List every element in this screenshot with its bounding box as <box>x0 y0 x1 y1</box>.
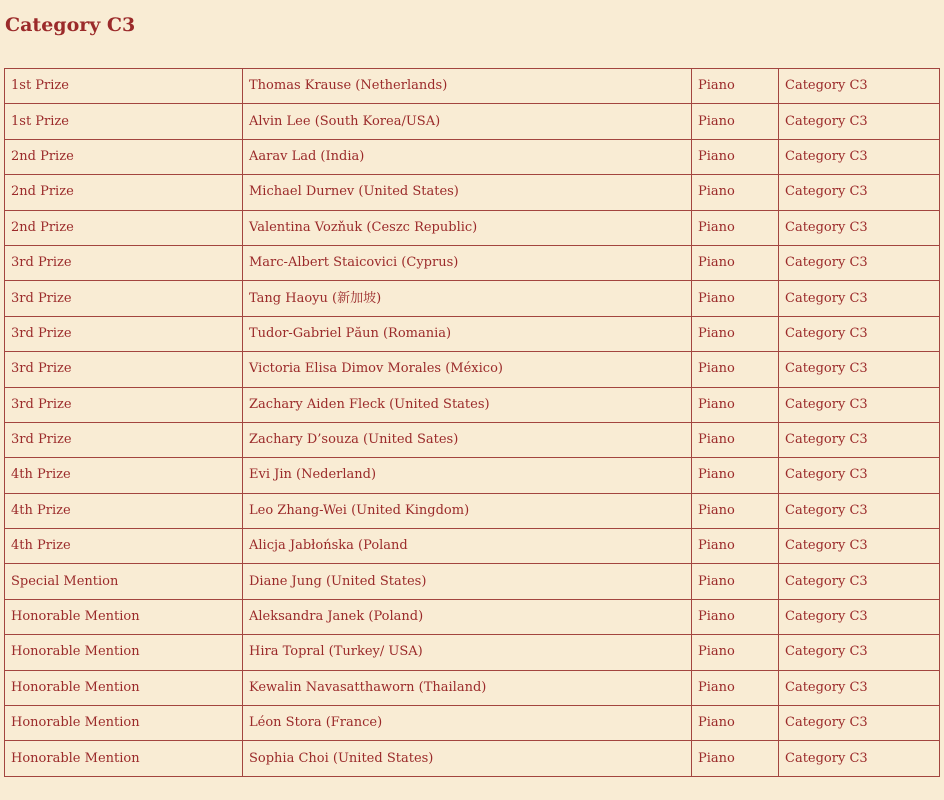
category-cell: Category C3 <box>779 529 940 564</box>
prize-cell: 2nd Prize <box>5 210 243 245</box>
table-row <box>5 741 940 776</box>
participant-name-cell: Victoria Elisa Dimov Morales (México) <box>243 352 692 387</box>
category-cell: Category C3 <box>779 316 940 351</box>
participant-name-cell: Leo Zhang-Wei (United Kingdom) <box>243 493 692 528</box>
participant-name-cell: Alicja Jabłońska (Poland <box>243 529 692 564</box>
instrument-cell: Piano <box>692 599 779 634</box>
participant-name-cell: Evi Jin (Nederland) <box>243 458 692 493</box>
prize-cell: Honorable Mention <box>5 706 243 741</box>
category-cell: Category C3 <box>779 175 940 210</box>
table-row <box>5 387 940 422</box>
participant-name-cell: Michael Durnev (United States) <box>243 175 692 210</box>
prize-cell: Honorable Mention <box>5 670 243 705</box>
table-row <box>5 458 940 493</box>
participant-name-cell: Diane Jung (United States) <box>243 564 692 599</box>
prize-cell: 3rd Prize <box>5 387 243 422</box>
table-row <box>5 706 940 741</box>
instrument-cell: Piano <box>692 422 779 457</box>
table-row <box>5 529 940 564</box>
category-cell: Category C3 <box>779 706 940 741</box>
instrument-cell: Piano <box>692 139 779 174</box>
instrument-cell: Piano <box>692 175 779 210</box>
instrument-cell: Piano <box>692 352 779 387</box>
prize-cell: 4th Prize <box>5 458 243 493</box>
prize-cell: 3rd Prize <box>5 316 243 351</box>
participant-name-cell: Léon Stora (France) <box>243 706 692 741</box>
prize-cell: 3rd Prize <box>5 422 243 457</box>
participant-name-cell: Tang Haoyu (新加坡) <box>243 281 692 316</box>
instrument-cell: Piano <box>692 564 779 599</box>
prize-cell: 3rd Prize <box>5 281 243 316</box>
table-row <box>5 175 940 210</box>
prize-cell: 3rd Prize <box>5 245 243 280</box>
instrument-cell: Piano <box>692 458 779 493</box>
instrument-cell: Piano <box>692 529 779 564</box>
table-row <box>5 281 940 316</box>
table-row <box>5 104 940 139</box>
instrument-cell: Piano <box>692 245 779 280</box>
page-title: Category C3 <box>5 14 136 36</box>
instrument-cell: Piano <box>692 493 779 528</box>
results-table-body <box>5 69 940 777</box>
instrument-cell: Piano <box>692 706 779 741</box>
table-row <box>5 316 940 351</box>
category-cell: Category C3 <box>779 139 940 174</box>
instrument-cell: Piano <box>692 741 779 776</box>
prize-cell: 3rd Prize <box>5 352 243 387</box>
table-row <box>5 210 940 245</box>
participant-name-cell: Alvin Lee (South Korea/USA) <box>243 104 692 139</box>
instrument-cell: Piano <box>692 104 779 139</box>
participant-name-cell: Valentina Vozňuk (Ceszc Republic) <box>243 210 692 245</box>
category-cell: Category C3 <box>779 104 940 139</box>
participant-name-cell: Hira Topral (Turkey/ USA) <box>243 635 692 670</box>
category-cell: Category C3 <box>779 245 940 280</box>
prize-cell: 2nd Prize <box>5 139 243 174</box>
prize-cell: 2nd Prize <box>5 175 243 210</box>
category-cell: Category C3 <box>779 635 940 670</box>
table-row <box>5 493 940 528</box>
prize-cell: 1st Prize <box>5 104 243 139</box>
category-cell: Category C3 <box>779 352 940 387</box>
category-cell: Category C3 <box>779 281 940 316</box>
results-table <box>4 68 940 777</box>
instrument-cell: Piano <box>692 316 779 351</box>
prize-cell: 4th Prize <box>5 493 243 528</box>
category-cell: Category C3 <box>779 210 940 245</box>
participant-name-cell: Zachary Aiden Fleck (United States) <box>243 387 692 422</box>
category-cell: Category C3 <box>779 599 940 634</box>
participant-name-cell: Aarav Lad (India) <box>243 139 692 174</box>
table-row <box>5 635 940 670</box>
instrument-cell: Piano <box>692 210 779 245</box>
table-row <box>5 69 940 104</box>
prize-cell: Honorable Mention <box>5 599 243 634</box>
category-cell: Category C3 <box>779 69 940 104</box>
participant-name-cell: Zachary D’souza (United Sates) <box>243 422 692 457</box>
table-row <box>5 245 940 280</box>
category-cell: Category C3 <box>779 741 940 776</box>
participant-name-cell: Sophia Choi (United States) <box>243 741 692 776</box>
instrument-cell: Piano <box>692 387 779 422</box>
category-cell: Category C3 <box>779 670 940 705</box>
participant-name-cell: Thomas Krause (Netherlands) <box>243 69 692 104</box>
table-row <box>5 352 940 387</box>
participant-name-cell: Kewalin Navasatthaworn (Thailand) <box>243 670 692 705</box>
prize-cell: 1st Prize <box>5 69 243 104</box>
category-cell: Category C3 <box>779 564 940 599</box>
table-row <box>5 139 940 174</box>
table-row <box>5 599 940 634</box>
participant-name-cell: Aleksandra Janek (Poland) <box>243 599 692 634</box>
category-cell: Category C3 <box>779 422 940 457</box>
prize-cell: Special Mention <box>5 564 243 599</box>
category-cell: Category C3 <box>779 493 940 528</box>
prize-cell: Honorable Mention <box>5 741 243 776</box>
table-row <box>5 670 940 705</box>
participant-name-cell: Tudor-Gabriel Păun (Romania) <box>243 316 692 351</box>
instrument-cell: Piano <box>692 281 779 316</box>
prize-cell: 4th Prize <box>5 529 243 564</box>
table-row <box>5 422 940 457</box>
prize-cell: Honorable Mention <box>5 635 243 670</box>
table-row <box>5 564 940 599</box>
category-cell: Category C3 <box>779 387 940 422</box>
participant-name-cell: Marc-Albert Staicovici (Cyprus) <box>243 245 692 280</box>
instrument-cell: Piano <box>692 69 779 104</box>
instrument-cell: Piano <box>692 635 779 670</box>
instrument-cell: Piano <box>692 670 779 705</box>
category-cell: Category C3 <box>779 458 940 493</box>
